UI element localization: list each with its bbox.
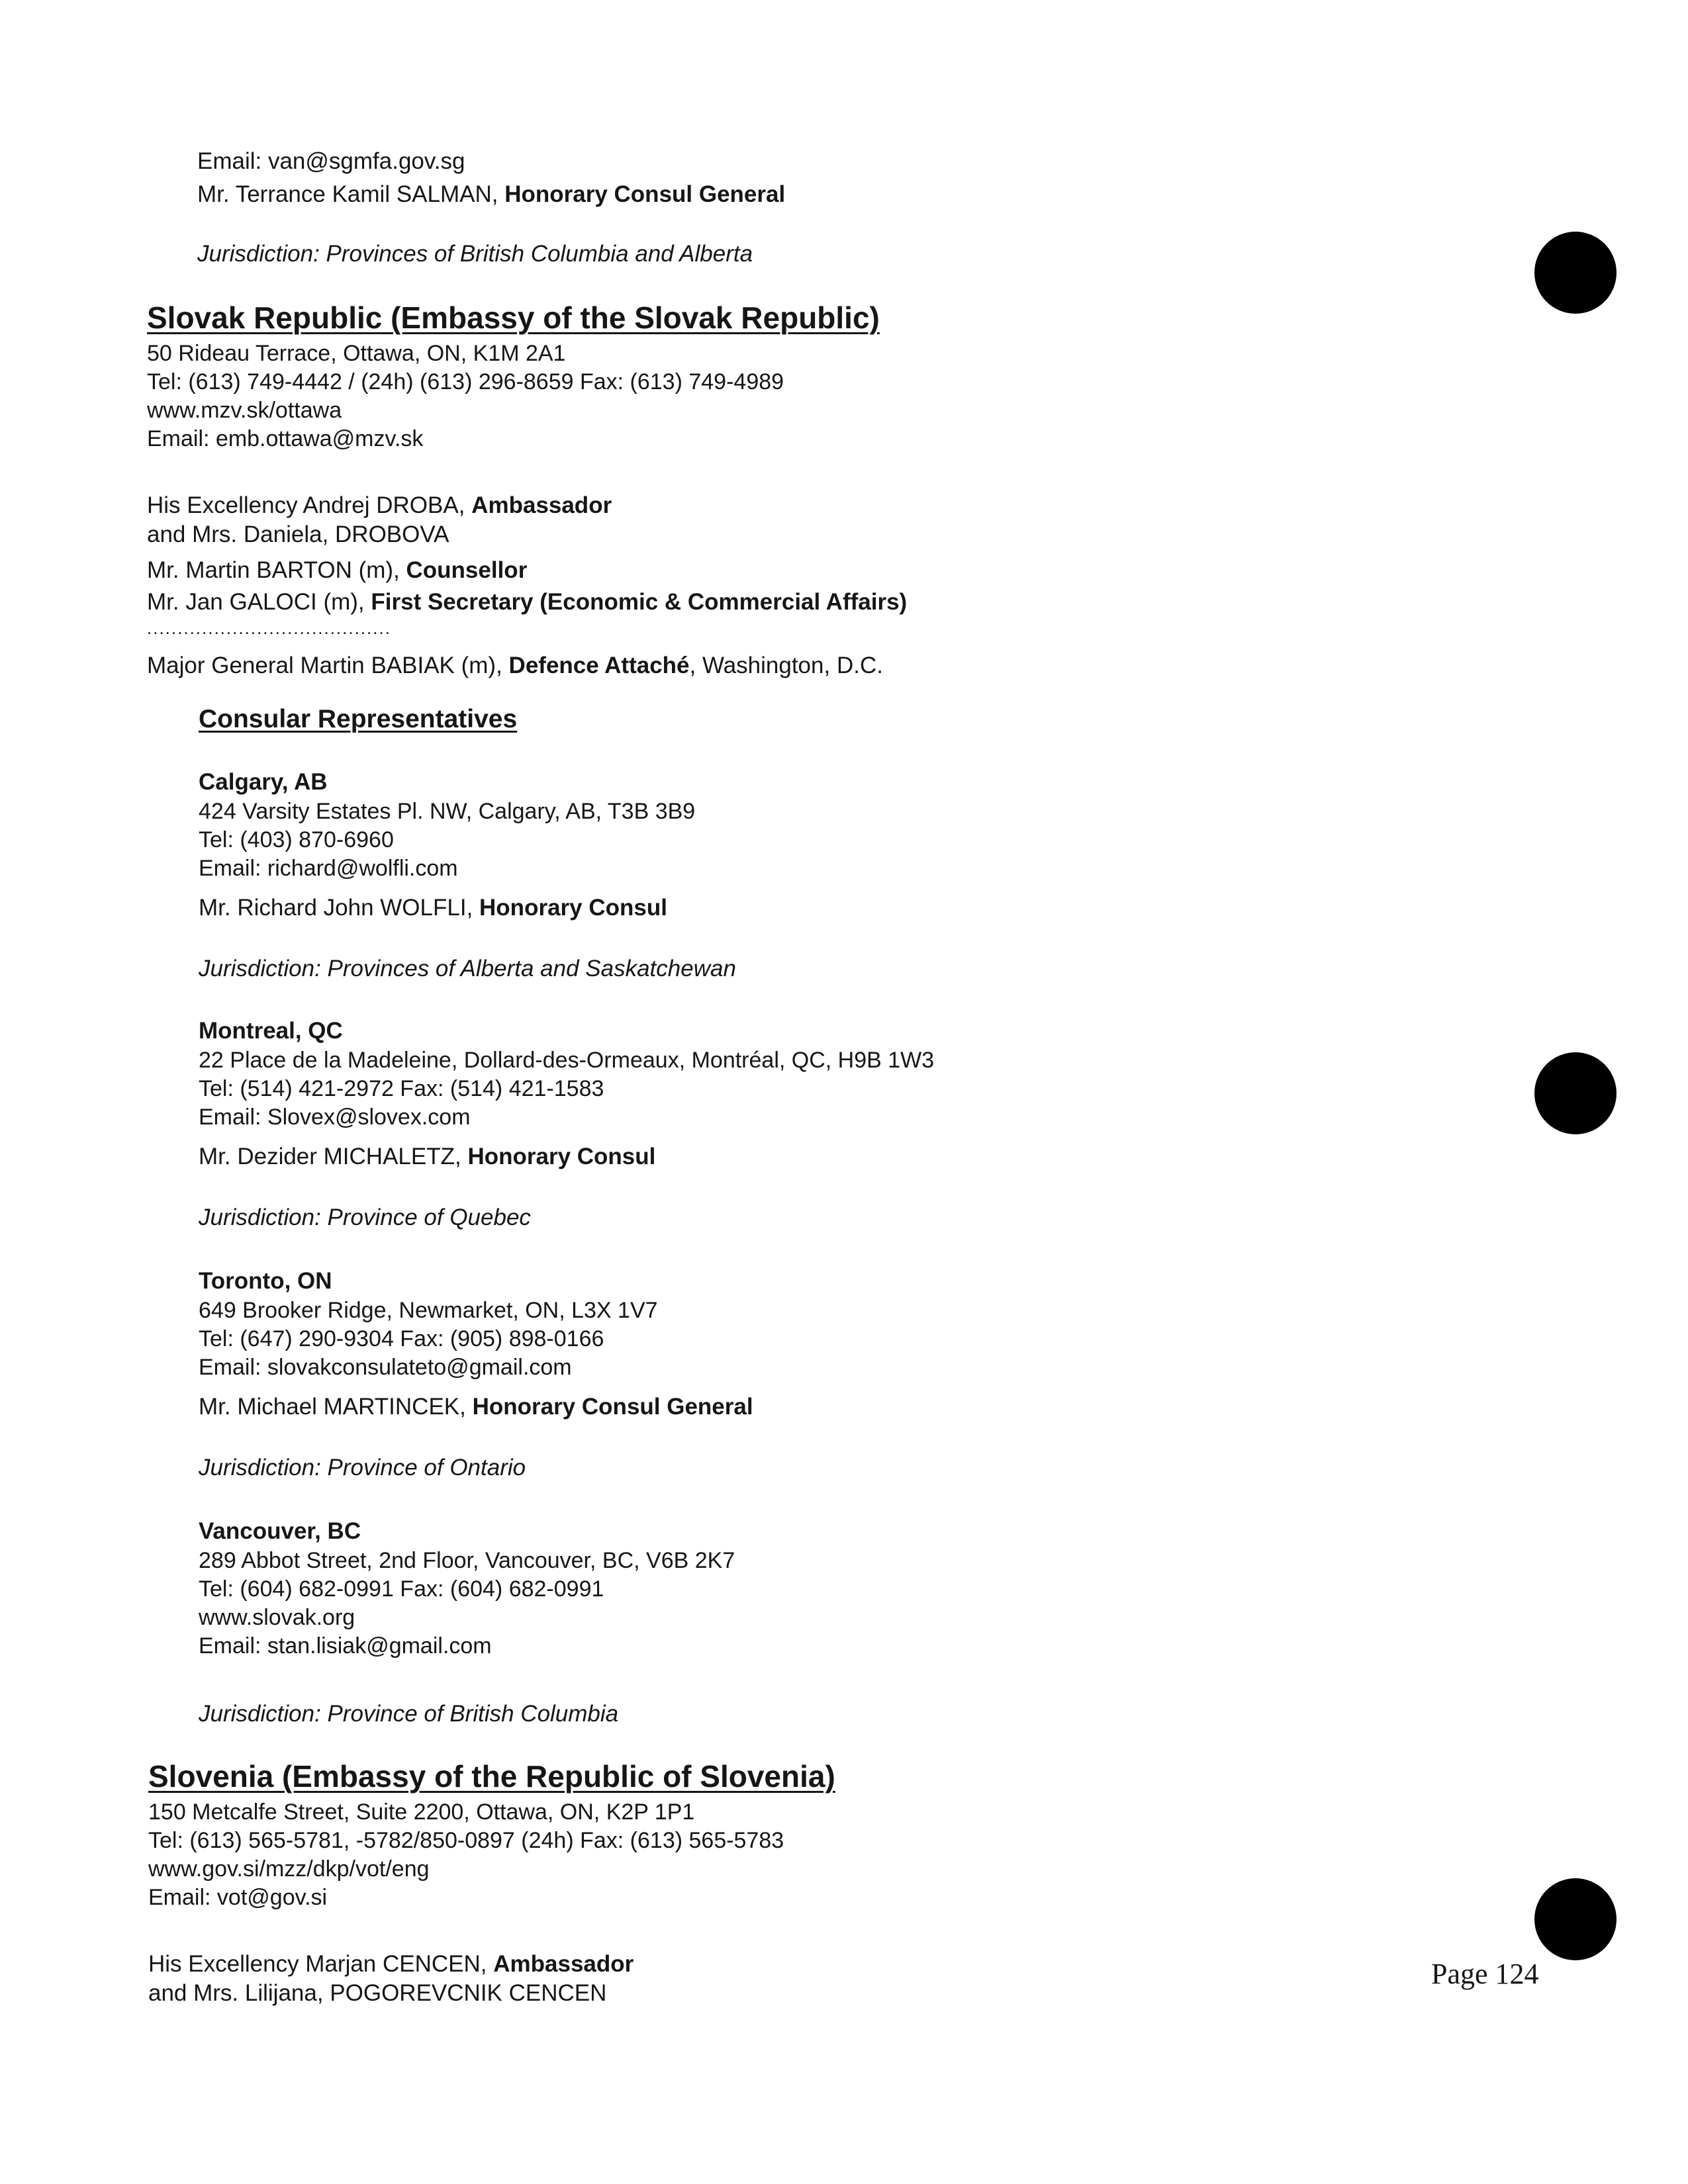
singapore-consul bbox=[197, 180, 785, 209]
consulate-address: 289 Abbot Street, 2nd Floor, Vancouver, BC, V6B 2K7 bbox=[199, 1548, 735, 1573]
page-number: Page 124 bbox=[1431, 1958, 1539, 1990]
staff-line: and Mrs. Lilijana, POGOREVCNIK CENCEN bbox=[148, 1980, 607, 2006]
consulate-phone: Tel: (604) 682-0991 Fax: (604) 682-0991 bbox=[199, 1576, 604, 1602]
embassy-email: Email: vot@gov.si bbox=[148, 1885, 328, 1910]
embassy-phone: Tel: (613) 749-4442 / (24h) (613) 296-8659 Fax: (613) 749-4989 bbox=[147, 369, 784, 394]
consul-line: Mr. Richard John WOLFLI, Honorary Consul bbox=[199, 895, 667, 921]
consulate-city-toronto: Toronto, ON bbox=[199, 1268, 332, 1294]
embassy-phone: Tel: (613) 565-5781, -5782/850-0897 (24h) Fax: (613) 565-5783 bbox=[148, 1828, 784, 1853]
staff-line: His Excellency Andrej DROBA, Ambassador bbox=[147, 492, 612, 518]
staff-line: His Excellency Marjan CENCEN, Ambassador bbox=[148, 1951, 634, 1977]
consulate-website: www.slovak.org bbox=[199, 1605, 355, 1630]
punch-hole-bottom bbox=[1534, 1878, 1617, 1960]
consulate-phone: Tel: (514) 421-2972 Fax: (514) 421-1583 bbox=[199, 1076, 604, 1101]
embassy-email: Email: emb.ottawa@mzv.sk bbox=[147, 426, 424, 451]
consulate-email: Email: Slovex@slovex.com bbox=[199, 1105, 471, 1130]
punch-hole-top bbox=[1534, 232, 1617, 314]
consular-representatives-heading: Consular Representatives bbox=[199, 705, 518, 733]
country-heading-slovakia: Slovak Republic (Embassy of the Slovak Republic) bbox=[147, 300, 880, 335]
consulate-address: 424 Varsity Estates Pl. NW, Calgary, AB, T3B 3B9 bbox=[199, 799, 696, 824]
consulate-jurisdiction: Jurisdiction: Province of Quebec bbox=[199, 1205, 531, 1230]
embassy-address: 50 Rideau Terrace, Ottawa, ON, K1M 2A1 bbox=[147, 341, 566, 366]
staff-line: Mr. Jan GALOCI (m), First Secretary (Economic & Commercial Affairs) bbox=[147, 589, 908, 615]
consul-name: Mr. Terrance Kamil SALMAN, bbox=[197, 181, 505, 207]
consul-line: Mr. Michael MARTINCEK, Honorary Consul General bbox=[199, 1394, 753, 1420]
singapore-jurisdiction: Jurisdiction: Provinces of British Columbia and Alberta bbox=[197, 241, 753, 267]
staff-line: Major General Martin BABIAK (m), Defence Attaché, Washington, D.C. bbox=[147, 653, 883, 678]
consulate-address: 649 Brooker Ridge, Newmarket, ON, L3X 1V7 bbox=[199, 1298, 658, 1323]
punch-hole-middle bbox=[1534, 1052, 1617, 1134]
consulate-phone: Tel: (647) 290-9304 Fax: (905) 898-0166 bbox=[199, 1326, 604, 1351]
consulate-city-montreal: Montreal, QC bbox=[199, 1018, 343, 1044]
consulate-address: 22 Place de la Madeleine, Dollard-des-Ormeaux, Montréal, QC, H9B 1W3 bbox=[199, 1048, 935, 1073]
staff-line: and Mrs. Daniela, DROBOVA bbox=[147, 522, 449, 547]
consulate-email: Email: stan.lisiak@gmail.com bbox=[199, 1633, 492, 1659]
consul-line: Mr. Dezider MICHALETZ, Honorary Consul bbox=[199, 1144, 656, 1169]
consul-title: Honorary Consul General bbox=[504, 181, 786, 207]
consulate-city-calgary: Calgary, AB bbox=[199, 769, 328, 795]
country-heading-slovenia: Slovenia (Embassy of the Republic of Slovenia) bbox=[148, 1759, 835, 1794]
staff-line: Mr. Martin BARTON (m), Counsellor bbox=[147, 557, 528, 583]
dotted-separator: ........................................ bbox=[147, 618, 391, 638]
consulate-city-vancouver: Vancouver, BC bbox=[199, 1518, 361, 1544]
singapore-email: Email: van@sgmfa.gov.sg bbox=[197, 148, 465, 174]
consulate-jurisdiction: Jurisdiction: Provinces of Alberta and Saskatchewan bbox=[199, 956, 736, 981]
consulate-jurisdiction: Jurisdiction: Province of Ontario bbox=[199, 1455, 526, 1480]
embassy-website: www.gov.si/mzz/dkp/vot/eng bbox=[148, 1856, 430, 1882]
consulate-phone: Tel: (403) 870-6960 bbox=[199, 827, 394, 852]
consulate-email: Email: richard@wolfli.com bbox=[199, 856, 458, 881]
consulate-jurisdiction: Jurisdiction: Province of British Columbia bbox=[199, 1701, 619, 1727]
embassy-website: www.mzv.sk/ottawa bbox=[147, 398, 342, 423]
embassy-address: 150 Metcalfe Street, Suite 2200, Ottawa, ON, K2P 1P1 bbox=[148, 1799, 695, 1825]
consulate-email: Email: slovakconsulateto@gmail.com bbox=[199, 1355, 572, 1380]
